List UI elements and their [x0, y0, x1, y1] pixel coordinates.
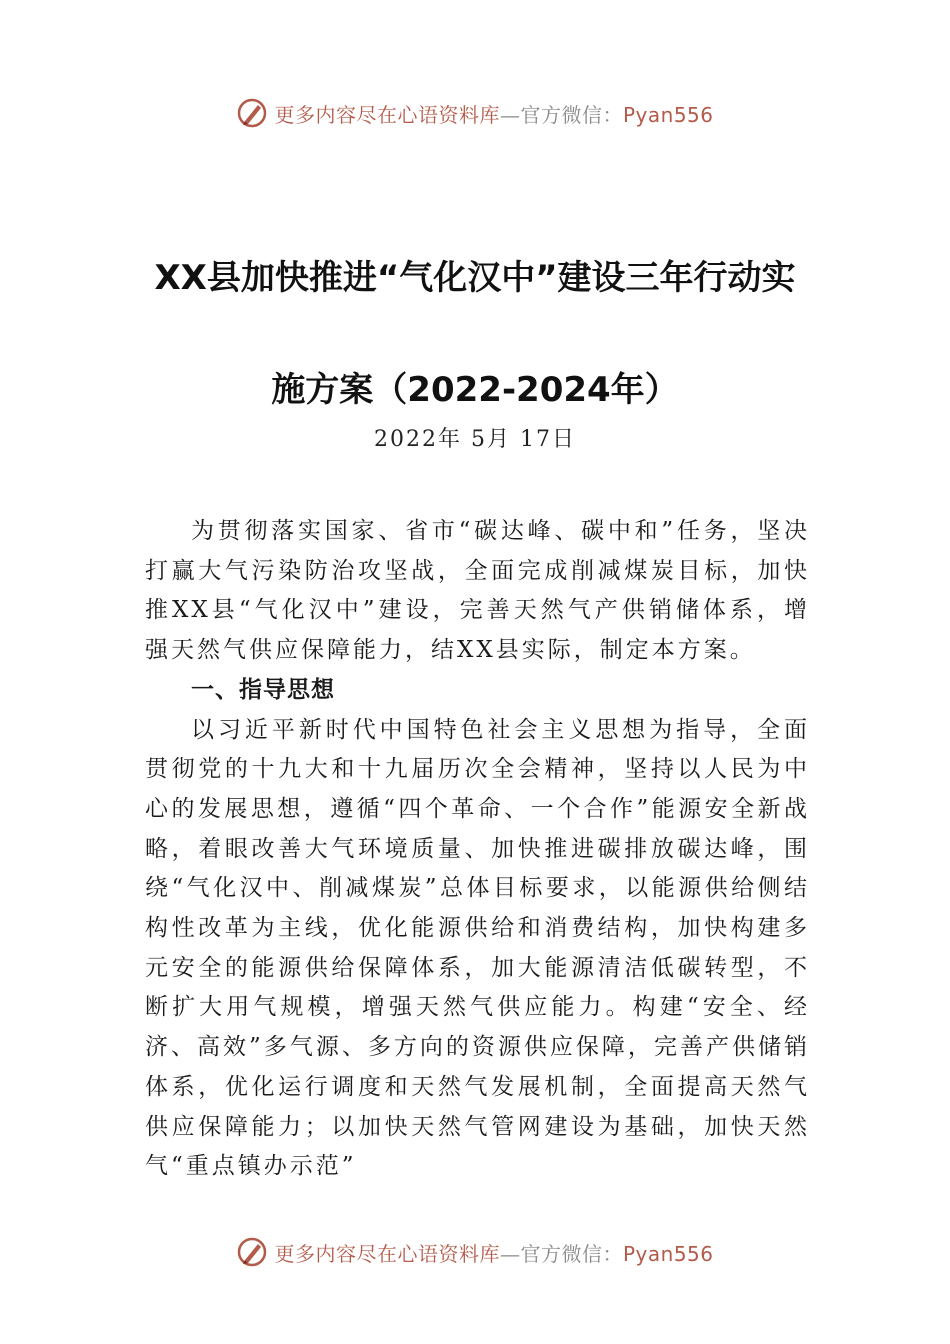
header-watermark	[0, 93, 950, 133]
document-title-line-2: 施方案（2022-2024年）	[271, 370, 679, 410]
footer-watermark	[0, 1232, 950, 1272]
section-heading-guiding-ideology: 一、指导思想	[191, 676, 335, 703]
document-title-line-1: XX县加快推进“气化汉中”建设三年行动实	[154, 258, 796, 298]
section-paragraph-guiding-ideology: 以习近平新时代中国特色社会主义思想为指导，全面贯彻党的十九大和十九届历次全会精神，坚持以人民为中心的发展思想，遵循“四个革命、一个合作”能源安全新战略，着眼改善大气环境质量、加快推进碳排放碳达峰，围绕“气化汉中、削减煤炭”总体目标要求，以能源供给侧结构性改革为主线，优化能源供给和消费结构，加快构建多元安全的能源供给保障体系，加大能源清洁低碳转型，不断扩大用气规模，增强天然气供应能力。构建“安全、经济、高效”多气源、多方向的资源供应保障，完善产供储销体系，优化运行调度和天然气发展机制，全面提高天然气供应保障能力；以加快天然气管网建设为基础，加快天然气“重点镇办示范”	[145, 716, 810, 1180]
document-body	[145, 512, 810, 1187]
intro-paragraph: 为贯彻落实国家、省市“碳达峰、碳中和”任务，坚决打赢大气污染防治攻坚战，全面完成削减煤炭目标，加快推XX县“气化汉中”建设，完善天然气产供销储体系，增强天然气供应保障能力，结XX县实际，制定本方案。	[145, 518, 810, 664]
pen-logo-icon	[236, 97, 268, 129]
watermark-text: 更多内容尽在心语资料库—官方微信：Pyan556	[274, 1241, 714, 1266]
pen-logo-icon	[236, 1236, 268, 1268]
watermark-text: 更多内容尽在心语资料库—官方微信：Pyan556	[274, 102, 714, 127]
document-date: 2022年 5月 17日	[374, 427, 576, 452]
